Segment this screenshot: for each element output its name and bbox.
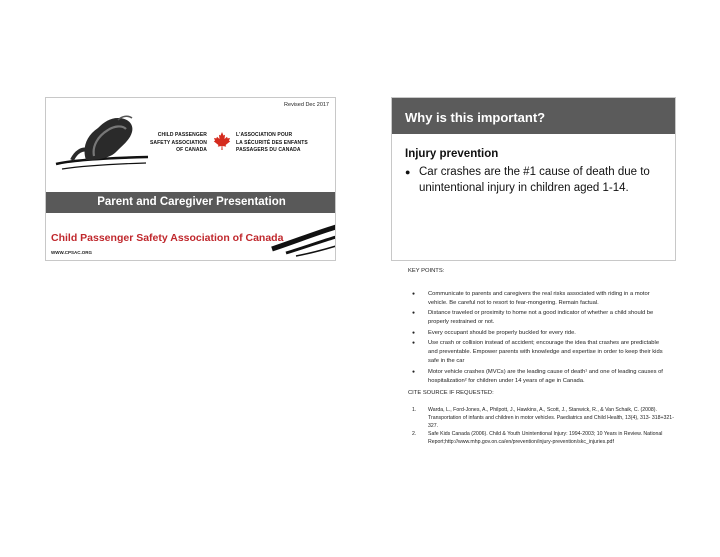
key-points-list [408,290,666,387]
reference-list [408,407,678,447]
reference-item: 2. Safe Kids Canada (2006). Child & Youth Unintentional Injury: 1994-2003; 10 Years in Review. National Report;http://www.mhp.gov.on.ca/en/prevention/injury-prevention/skc_injuries.pdf [412,430,663,445]
organization-name: Child Passenger Safety Association of Canada [51,232,284,244]
list-item: ● Communicate to parents and caregivers the real risks associated with riding in a motor vehicle. Be careful not to resort to fear-mongering. Remain factual. [408,290,666,308]
revised-date: Revised Dec 2017 [284,102,329,108]
cite-heading: CITE SOURCE IF REQUESTED: [408,390,494,396]
website-url: WWW.CPSAC.ORG [51,250,92,255]
slide-heading: Injury prevention [405,148,499,160]
slide-bullet-text: Car crashes are the #1 cause of death due to unintentional injury in children aged 1-14. [419,166,650,194]
bullet-icon: ● [412,310,416,317]
presentation-title: Parent and Caregiver Presentation [46,192,336,213]
key-points-heading: KEY POINTS: [408,268,445,274]
list-item: ● Motor vehicle crashes (MVCs) are the leading cause of death¹ and one of leading causes of hospitalization² for children under 14 years of age in Canada. [408,368,666,386]
bullet-icon: ● [412,291,416,297]
bullet-icon: ● [405,167,411,177]
slide-bullet [405,165,665,196]
bullet-icon: ● [412,368,416,375]
reference-item: 1. Warda, L., Ford-Jones, A., Philpott, J., Hawkins, A., Scott, J., Stanwick, R., & Van Schaik, C. (2008). Transportation of infants and children in motor vehicles. Paediatrics and Child Health, 13(4), 313- 318+321-327. [412,407,674,429]
list-item: ● Every occupant should be properly buckled for every ride. [408,329,666,338]
logo-text-french: L'ASSOCIATION POUR LA SÉCURITÉ DES ENFANTS PASSAGERS DU CANADA [236,132,308,153]
cpsac-logo [46,112,336,172]
list-item: ● Distance traveled or proximity to home not a good indicator of whether a child should be properly restrained or not. [408,309,666,327]
logo-text-english: CHILD PASSENGER SAFETY ASSOCIATION OF CANADA [150,132,207,153]
slide-title: Why is this important? [392,98,675,134]
content-slide [391,97,676,261]
bullet-icon: ● [412,340,416,347]
car-seat-icon [52,112,152,174]
maple-leaf-icon [213,131,231,151]
title-slide [45,97,336,261]
bullet-icon: ● [412,329,416,336]
list-item: ● Use crash or collision instead of accident; encourage the idea that crashes are predictable and preventable. Empower parents with knowledge and expertise in order to keep their kids safe in the car [408,339,666,366]
